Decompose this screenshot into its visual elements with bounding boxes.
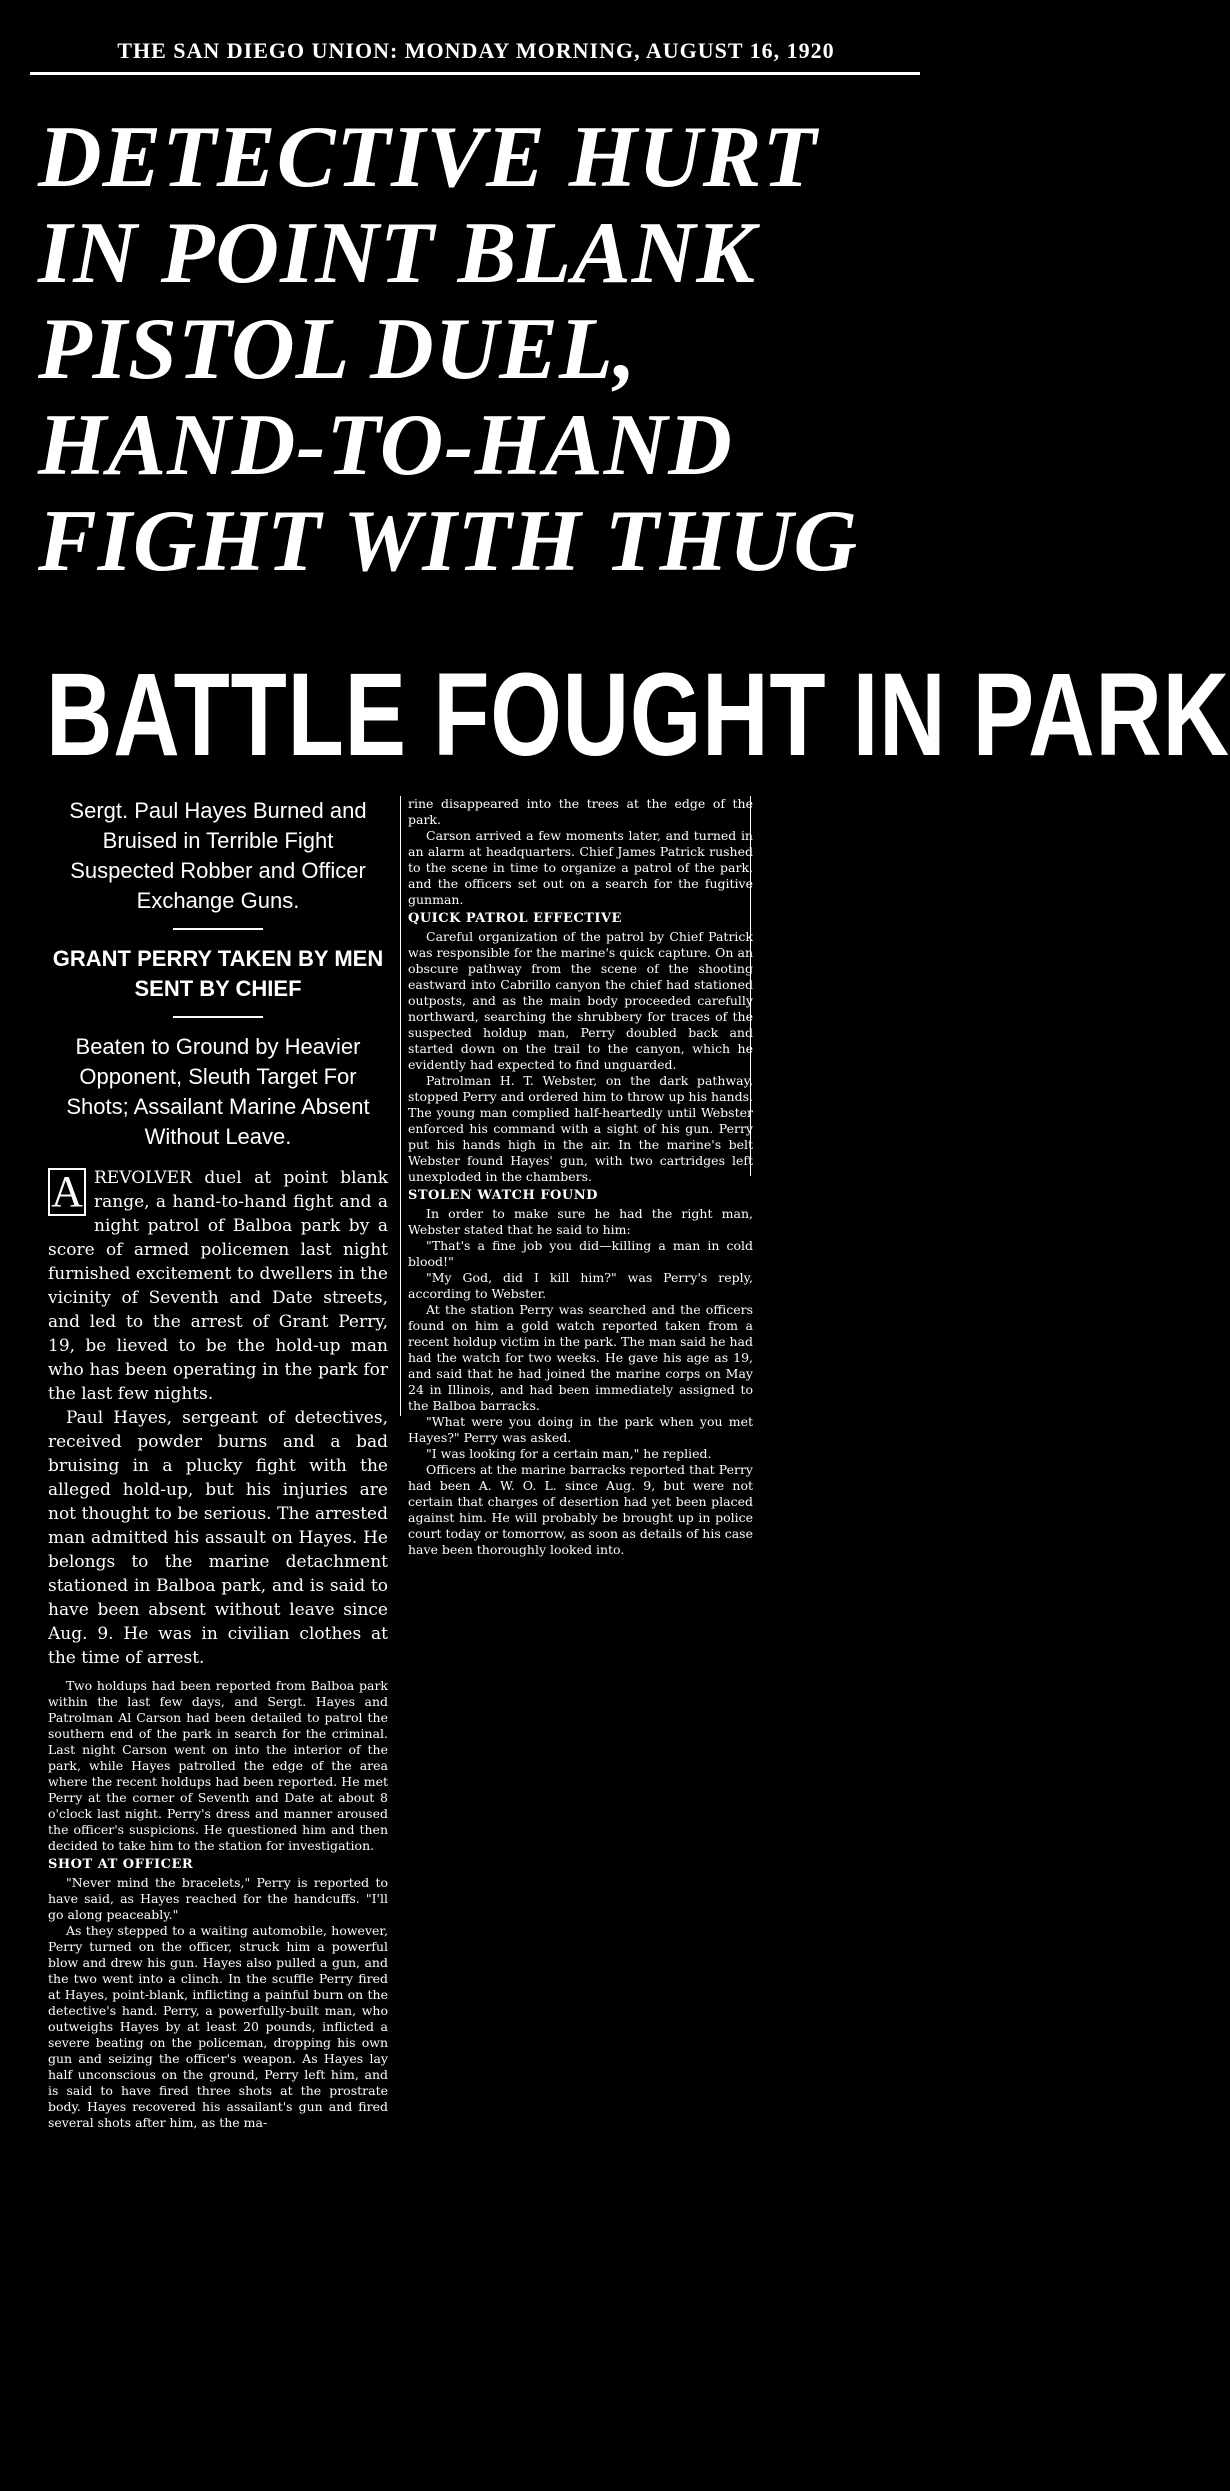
subhead: QUICK PATROL EFFECTIVE bbox=[408, 911, 622, 926]
drop-cap: A bbox=[48, 1168, 86, 1216]
banner-headline: BATTLE FOUGHT IN PARK bbox=[46, 649, 1230, 781]
subhead: SHOT AT OFFICER bbox=[48, 1857, 194, 1872]
small-text-block bbox=[48, 1678, 388, 2131]
paragraph: Two holdups had been reported from Balboa park within the last few days, and Sergt. Hayes and Patrolman Al Carson had been detailed to patrol the southern end of the park in search for the criminal. Last night Carson went on into the interior of the park, while Hayes patrolled the edge of the area where the recent holdups had been reported. He met Perry at the corner of Seventh and Date at about 8 o'clock last night. Perry's dress and manner aroused the officer's suspicions. He questioned him and then decided to take him to the station for investigation. bbox=[48, 1678, 388, 1853]
headline-line-1: DETECTIVE HURT bbox=[38, 109, 818, 206]
subhead: STOLEN WATCH FOUND bbox=[408, 1188, 598, 1203]
deck-rule bbox=[173, 1016, 263, 1018]
deck-3: Beaten to Ground by Heavier Opponent, Sleuth Target For Shots; Assailant Marine Absent Without Leave. bbox=[66, 1034, 370, 1149]
paragraph: As they stepped to a waiting automobile, however, Perry turned on the officer, struck him a powerful blow and drew his gun. Hayes also pulled a gun, and the two went into a clinch. In the scuffle Perry fired at Hayes, point-blank, inflicting a painful burn on the detective's hand. Perry, a powerfully-built man, who outweighs Hayes by at least 20 pounds, inflicted a severe beating on the policeman, dropping his own gun and seizing the officer's weapon. As Hayes lay half unconscious on the ground, Perry left him, and is said to have fired three shots at the prostrate body. Hayes recovered his assailant's gun and fired several shots after him, as the ma- bbox=[48, 1923, 388, 2130]
paragraph: Patrolman H. T. Webster, on the dark pathway, stopped Perry and ordered him to throw up his hands. The young man complied half-heartedly until Webster enforced his command with a sight of his gun. Perry put his hands high in the air. In the marine's belt Webster found Hayes' gun, with two cartridges left unexploded in the chambers. bbox=[408, 1073, 753, 1184]
main-headline bbox=[38, 110, 928, 590]
paragraph: Officers at the marine barracks reported that Perry had been A. W. O. L. since Aug. 9, but were not certain that charges of desertion had yet been placed against him. He will probably be brought up in police court today or tomorrow, as soon as details of his case have been thoroughly looked into. bbox=[408, 1462, 753, 1557]
paragraph: Paul Hayes, sergeant of detectives, received powder burns and a bad bruising in a plucky fight with the alleged hold-up, but his injuries are not thought to be serious. The arrested man admitted his assault on Hayes. He belongs to the marine detachment stationed in Balboa park, and is said to have been absent without leave since Aug. 9. He was in civilian clothes at the time of arrest. bbox=[48, 1408, 388, 1668]
headline-line-4: HAND-TO-HAND bbox=[38, 397, 733, 494]
masthead: THE SAN DIEGO UNION: MONDAY MORNING, AUGUST 16, 1920 bbox=[117, 38, 835, 63]
paragraph: Carson arrived a few moments later, and turned in an alarm at headquarters. Chief James Patrick rushed to the scene in time to organize a patrol of the park, and the officers set out on a search for the fugitive gunman. bbox=[408, 828, 753, 907]
paragraph: "Never mind the bracelets," Perry is reported to have said, as Hayes reached for the handcuffs. "I'll go along peaceably." bbox=[48, 1875, 388, 1922]
paragraph: In order to make sure he had the right man, Webster stated that he said to him: bbox=[408, 1206, 753, 1237]
lead-paragraph: REVOLVER duel at point blank range, a hand-to-hand fight and a night patrol of Balboa park by a score of armed policemen last night furnished excitement to dwellers in the vicinity of Seventh and Date streets, and led to the arrest of Grant Perry, 19, be lieved to be the hold-up man who has been operating in the park for the last few nights. bbox=[48, 1168, 388, 1404]
paragraph: At the station Perry was searched and the officers found on him a gold watch reported taken from a recent holdup victim in the park. The man said he had had the watch for two weeks. He gave his age as 19, and said that he had joined the marine corps on May 24 in Illinois, and had been immediately assigned to the Balboa barracks. bbox=[408, 1302, 753, 1413]
right-column bbox=[408, 796, 753, 1558]
deck-1: Sergt. Paul Hayes Burned and Bruised in Terrible Fight Suspected Robber and Officer Exchange Guns. bbox=[69, 798, 367, 913]
headline-line-2: IN POINT BLANK bbox=[38, 205, 757, 302]
paragraph: "I was looking for a certain man," he replied. bbox=[426, 1446, 712, 1461]
paragraph: "My God, did I kill him?" was Perry's reply, according to Webster. bbox=[408, 1270, 753, 1301]
paragraph: rine disappeared into the trees at the edge of the park. bbox=[408, 796, 753, 827]
paragraph: Careful organization of the patrol by Chief Patrick was responsible for the marine's quick capture. On an obscure pathway from the scene of the shooting eastward into Cabrillo canyon the chief had stationed outposts, and as the main body proceeded carefully northward, searching the shrubbery for traces of the suspected holdup man, Perry doubled back and started down on the trail to the canyon, which he evidently had expected to find unguarded. bbox=[408, 929, 753, 1072]
masthead-rule bbox=[30, 72, 920, 75]
left-column bbox=[48, 796, 388, 2131]
deck-rule bbox=[173, 928, 263, 930]
lead-paragraph-block bbox=[48, 1166, 388, 1670]
headline-line-5: FIGHT WITH THUG bbox=[38, 493, 859, 590]
column-divider bbox=[400, 796, 401, 1416]
headline-line-3: PISTOL DUEL, bbox=[38, 301, 637, 398]
paragraph: "What were you doing in the park when you met Hayes?" Perry was asked. bbox=[408, 1414, 753, 1445]
paragraph: "That's a fine job you did—killing a man in cold blood!" bbox=[408, 1238, 753, 1269]
deck-2: GRANT PERRY TAKEN BY MEN SENT BY CHIEF bbox=[52, 946, 384, 1001]
